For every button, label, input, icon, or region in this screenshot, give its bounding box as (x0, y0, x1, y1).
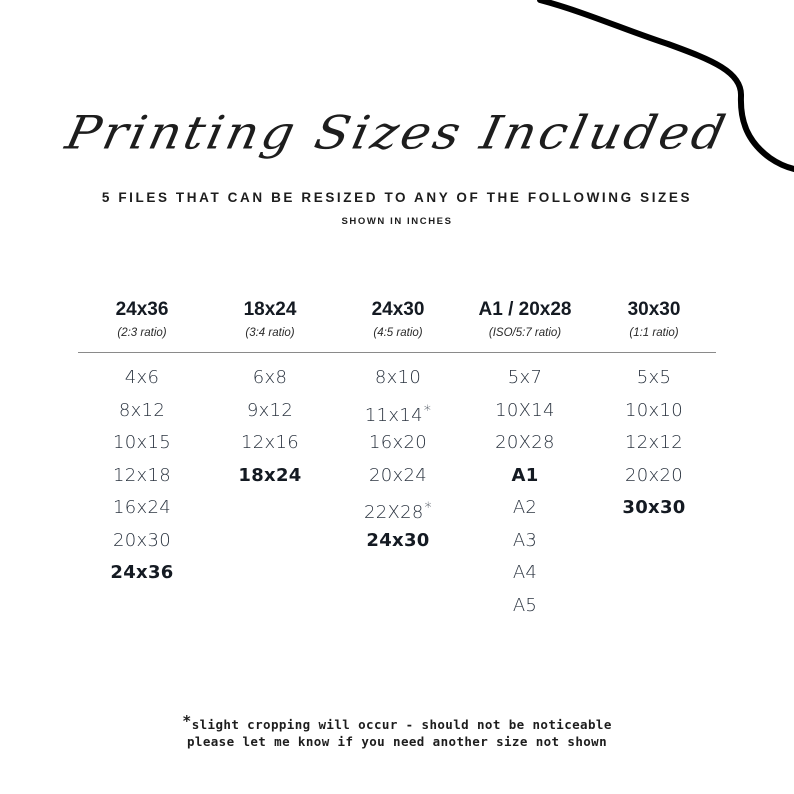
size-label: 24x36 (110, 562, 174, 583)
size-item (458, 395, 592, 428)
column-header-2 (206, 296, 334, 342)
column-ratio: (3:4 ratio) (245, 327, 295, 339)
size-label: 6x8 (252, 367, 288, 388)
size-item (458, 525, 592, 558)
cropping-asterisk: * (424, 500, 432, 516)
size-label: 20x30 (113, 529, 171, 551)
size-item (334, 492, 462, 525)
size-item (458, 362, 592, 395)
size-item (78, 525, 206, 558)
column-size: 24x36 (115, 299, 169, 320)
size-item (592, 395, 716, 428)
size-label: 22X28 (364, 502, 424, 523)
header-divider (78, 352, 716, 353)
size-label: 5x7 (507, 367, 543, 388)
size-item (592, 427, 716, 460)
size-label: 30x30 (622, 497, 686, 518)
size-label: 12x18 (113, 464, 171, 486)
size-item (206, 395, 334, 428)
footer-line-2: please let me know if you need another size not shown (186, 734, 608, 749)
size-item (334, 525, 462, 558)
size-label: 20x24 (369, 464, 427, 486)
column-ratio: (4:5 ratio) (373, 327, 423, 339)
size-label: 10X14 (495, 399, 555, 421)
size-label: A5 (512, 594, 538, 616)
column-size: A1 / 20x28 (478, 299, 572, 320)
size-label: 18x24 (238, 464, 302, 486)
size-label: 16x24 (113, 497, 171, 518)
size-item (334, 460, 462, 493)
column-header-4 (458, 296, 592, 342)
size-item (458, 590, 592, 623)
size-label: 9x12 (246, 399, 294, 421)
size-label: 10x15 (113, 432, 171, 453)
size-label: 8x12 (118, 399, 166, 421)
size-item (206, 427, 334, 460)
footer-note-cropping (0, 712, 794, 732)
size-label: 11x14 (364, 404, 423, 426)
size-item (592, 460, 716, 493)
size-item (334, 395, 462, 428)
footer-asterisk: * (182, 712, 192, 730)
size-list-3 (334, 362, 462, 557)
column-ratio: (ISO/5:7 ratio) (488, 327, 562, 339)
size-label: 12x12 (625, 432, 683, 453)
size-item (592, 362, 716, 395)
units-note: SHOWN IN INCHES (341, 216, 453, 227)
size-label: 24x30 (366, 529, 430, 551)
size-item (334, 427, 462, 460)
column-ratio: (1:1 ratio) (629, 327, 679, 339)
size-item (592, 492, 716, 525)
column-size: 24x30 (371, 299, 425, 320)
size-label: A4 (512, 562, 538, 583)
size-list-5 (592, 362, 716, 525)
size-item (78, 427, 206, 460)
column-ratio: (2:3 ratio) (117, 327, 167, 339)
column-size: 18x24 (243, 299, 297, 320)
size-label: A2 (512, 497, 538, 518)
size-label: 20X28 (495, 432, 555, 453)
size-item (458, 427, 592, 460)
size-label: A1 (511, 464, 539, 486)
column-header-5 (592, 296, 716, 342)
size-item (78, 492, 206, 525)
size-item (458, 460, 592, 493)
size-item (78, 460, 206, 493)
size-label: 12x16 (241, 432, 299, 453)
size-item (458, 492, 592, 525)
size-item (78, 557, 206, 590)
column-header-3 (334, 296, 462, 342)
column-header-1 (78, 296, 206, 342)
size-label: 16x20 (369, 432, 427, 453)
size-label: 20x20 (625, 464, 683, 486)
size-list-2 (206, 362, 334, 492)
size-label: 10x10 (625, 399, 683, 421)
size-item (458, 557, 592, 590)
size-item (206, 460, 334, 493)
footer-note-request (0, 734, 794, 749)
cropping-asterisk: * (423, 402, 432, 419)
size-item (78, 395, 206, 428)
size-label: 5x5 (636, 367, 672, 388)
size-label: A3 (512, 529, 538, 551)
size-label: 8x10 (374, 367, 422, 388)
size-list-1 (78, 362, 206, 590)
size-item (334, 362, 462, 395)
column-size: 30x30 (627, 299, 681, 320)
size-label: 4x6 (124, 367, 160, 388)
page-title: Printing Sizes Included (61, 106, 733, 160)
size-item (78, 362, 206, 395)
footer-line-1: slight cropping will occur - should not be noticeable (191, 717, 612, 732)
size-item (206, 362, 334, 395)
size-list-4 (458, 362, 592, 622)
page-subtitle: 5 FILES THAT CAN BE RESIZED TO ANY OF THE FOLLOWING SIZES (101, 190, 693, 205)
